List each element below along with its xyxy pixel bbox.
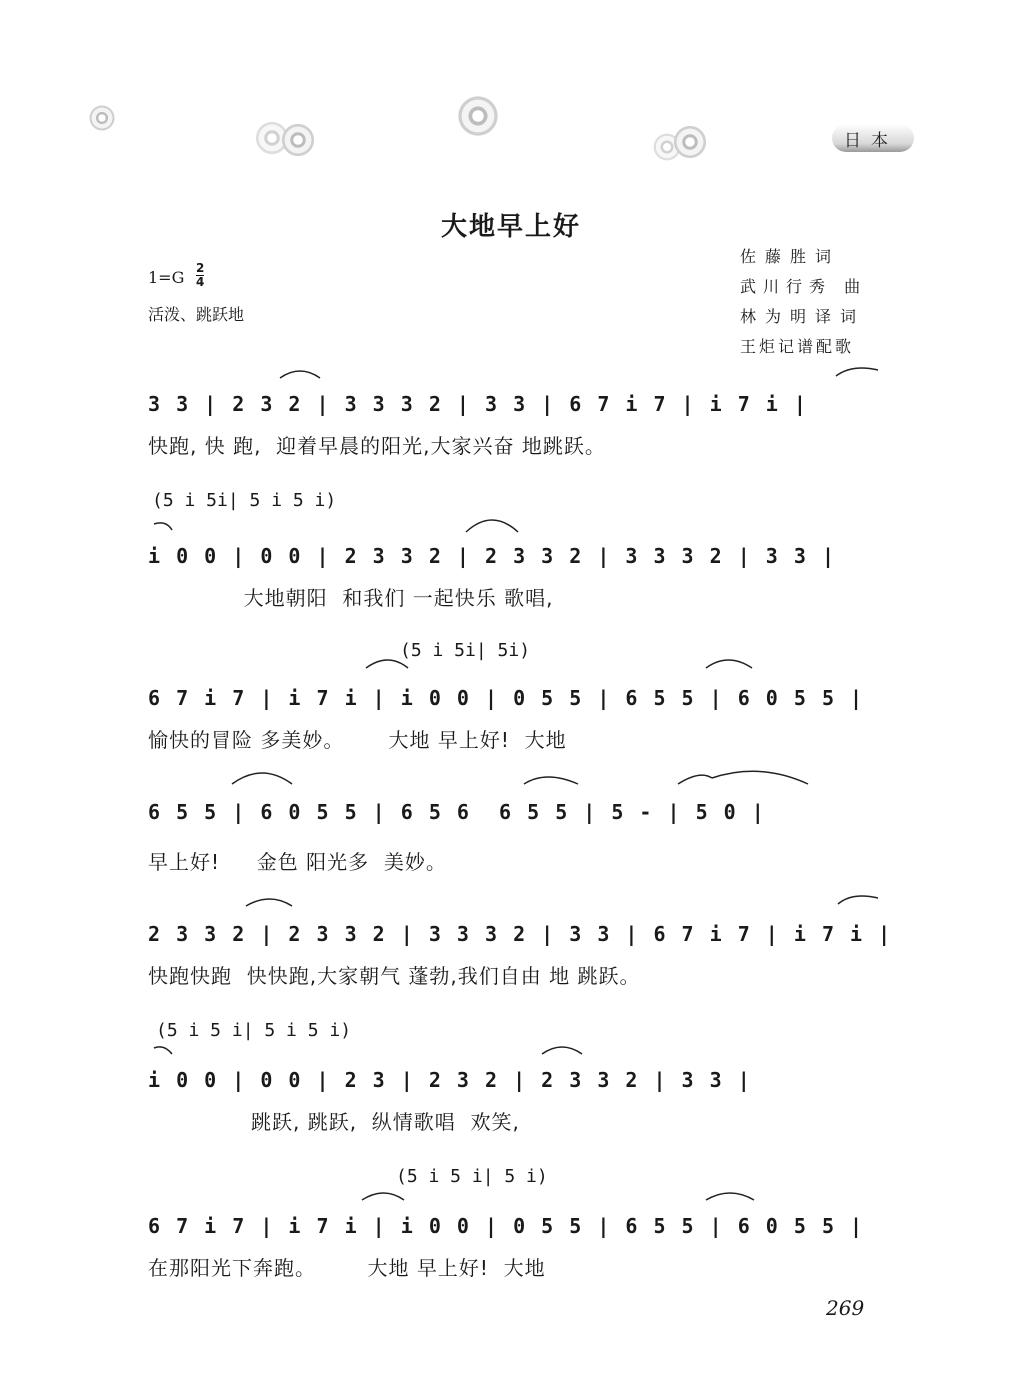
- notation-line: 2 3 3 2 | 2 3 3 2 | 3 3 3 2 | 3 3 | 6 7 i 7 | i 7 i |: [148, 922, 893, 946]
- accompaniment-figure: (5 i 5i| 5 i 5 i): [152, 490, 337, 511]
- accompaniment-figure: (5 i 5i| 5i): [400, 640, 531, 661]
- time-signature-top: 2: [196, 261, 205, 275]
- tempo-marking: 活泼、跳跃地: [148, 305, 245, 324]
- accompaniment-figure: (5 i 5 i| 5 i 5 i): [156, 1020, 352, 1041]
- credit-arranger: 王炬记谱配歌: [740, 337, 855, 356]
- notation-line: 6 7 i 7 | i 7 i | i 0 0 | 0 5 5 | 6 5 5 | 6 0 5 5 |: [148, 686, 865, 710]
- lyric-line: 愉快的冒险 多美妙。 大地 早上好! 大地: [148, 728, 567, 752]
- credit-composer: 武川行秀 曲: [740, 277, 868, 296]
- song-title: 大地早上好: [440, 212, 581, 242]
- lyric-line: 快跑快跑 快快跑,大家朝气 蓬勃,我们自由 地 跳跃。: [148, 964, 641, 988]
- time-signature-bottom: 4: [196, 275, 205, 289]
- lyric-line: 在那阳光下奔跑。 大地 早上好! 大地: [148, 1256, 546, 1280]
- notation-line: 6 5 5 | 6 0 5 5 | 6 5 6 6 5 5 | 5 - | 5 0 |: [148, 800, 766, 824]
- notation-line: 6 7 i 7 | i 7 i | i 0 0 | 0 5 5 | 6 5 5 | 6 0 5 5 |: [148, 1214, 865, 1238]
- notation-line: i 0 0 | 0 0 | 2 3 | 2 3 2 | 2 3 3 2 | 3 3 |: [148, 1068, 752, 1092]
- notation-line: i 0 0 | 0 0 | 2 3 3 2 | 2 3 3 2 | 3 3 3 2 | 3 3 |: [148, 544, 837, 568]
- credit-translator: 林为明译词: [740, 307, 866, 326]
- lyric-line: 跳跃, 跳跃, 纵情歌唱 欢笑,: [148, 1110, 520, 1134]
- page-number: 269: [826, 1296, 865, 1320]
- lyric-line: 快跑, 快 跑, 迎着早晨的阳光,大家兴奋 地跳跃。: [148, 434, 606, 458]
- credit-lyricist: 佐藤胜词: [740, 247, 841, 266]
- notation-line: 3 3 | 2 3 2 | 3 3 3 2 | 3 3 | 6 7 i 7 | i 7 i |: [148, 392, 808, 416]
- lyric-line: 早上好! 金色 阳光多 美妙。: [148, 850, 447, 874]
- accompaniment-figure: (5 i 5 i| 5 i): [396, 1166, 548, 1187]
- lyric-line: 大地朝阳 和我们 一起快乐 歌唱,: [148, 586, 554, 610]
- key-signature: 1=G: [148, 268, 185, 287]
- region-tag-label: 日本: [844, 131, 898, 151]
